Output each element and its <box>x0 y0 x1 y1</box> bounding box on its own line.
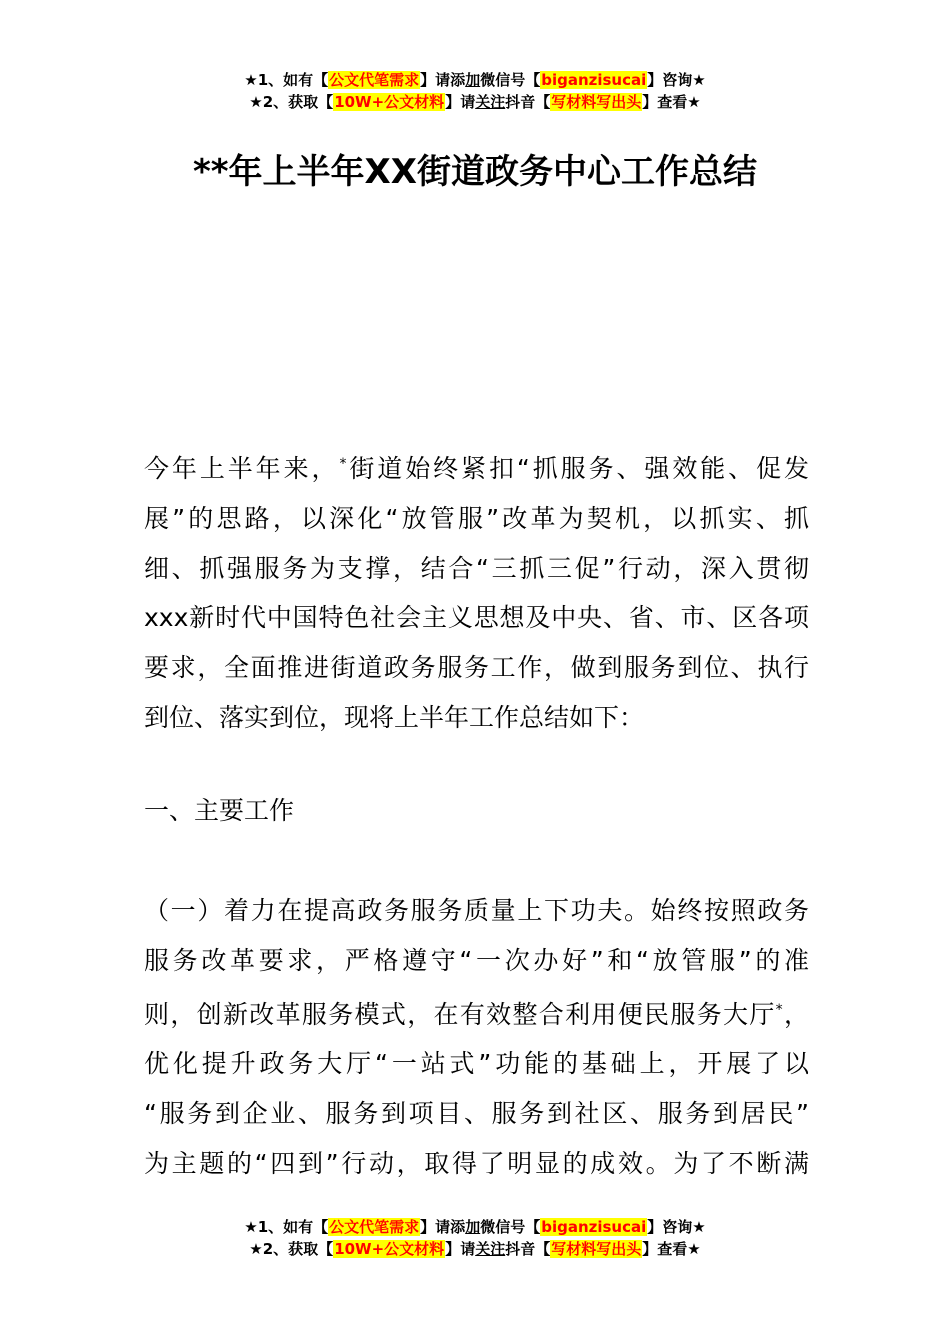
promo-text: 】请 <box>445 93 476 111</box>
promo-text: 微信号【 <box>480 71 541 89</box>
text-run: ， <box>782 999 809 1029</box>
promo-text: 】查看★ <box>642 93 701 111</box>
promo-text: 】咨询★ <box>647 71 706 89</box>
promo-text: 微信号【 <box>480 1218 541 1236</box>
text-line <box>144 986 809 1040</box>
promo-underlined: 关注 <box>475 93 506 111</box>
text-line: 到位、落实到位，现将上半年工作总结如下： <box>144 702 645 732</box>
promo-text: 】咨询★ <box>647 1218 706 1236</box>
promo-underlined: 加 <box>465 1218 481 1236</box>
section-heading-text: 一、主要工作 <box>144 796 295 825</box>
promo-line-2 <box>0 1238 950 1260</box>
promo-highlight: 公文代笔需求 <box>329 1218 420 1236</box>
text-run: 今年上半年来， <box>144 454 340 483</box>
text-line: 优化提升政务大厅“一站式”功能的基础上，开展了以 <box>144 1049 809 1079</box>
promo-text: 】请添 <box>420 71 466 89</box>
text-run: 街道始终紧扣“抓服务、强效能、促发 <box>346 454 809 483</box>
promo-highlight: 公文代笔需求 <box>329 71 420 89</box>
promo-highlight: 10W+公文材料 <box>334 93 445 111</box>
header-promo <box>0 69 950 113</box>
promo-underlined: 加 <box>465 71 481 89</box>
text-run: 则，创新改革服务模式，在有效整合利用便民服务大厅 <box>144 999 776 1029</box>
promo-text: 】请 <box>445 1240 476 1258</box>
promo-text: 抖音【 <box>505 93 551 111</box>
promo-text: 】请添 <box>420 1218 466 1236</box>
promo-line-2 <box>0 91 950 113</box>
promo-text: 抖音【 <box>505 1240 551 1258</box>
redacted-mark: * <box>775 1001 783 1018</box>
promo-text: ★1、如有【 <box>244 1218 329 1236</box>
promo-line-1 <box>0 1216 950 1238</box>
promo-wechat-id: biganzisucai <box>541 71 647 89</box>
text-line: （一）着力在提高政务服务质量上下功夫。始终按照政务 <box>144 896 809 925</box>
promo-text: ★1、如有【 <box>244 71 329 89</box>
promo-text: 】查看★ <box>642 1240 701 1258</box>
promo-underlined: 关注 <box>475 1240 506 1258</box>
text-line: 要求，全面推进街道政务服务工作，做到服务到位、执行 <box>144 653 809 683</box>
intro-paragraph <box>144 440 809 743</box>
text-line: 展”的思路，以深化“放管服”改革为契机，以抓实、抓 <box>144 503 809 533</box>
text-line <box>144 440 809 494</box>
text-line: 为主题的“四到”行动，取得了明显的成效。为了不断满 <box>144 1148 809 1178</box>
promo-wechat-id: biganzisucai <box>541 1218 647 1236</box>
footer-promo <box>0 1216 950 1260</box>
section-heading <box>144 786 809 836</box>
promo-highlight: 10W+公文材料 <box>334 1240 445 1258</box>
promo-text: ★2、获取【 <box>249 93 334 111</box>
text-line: “服务到企业、服务到项目、服务到社区、服务到居民” <box>144 1099 809 1129</box>
text-line: xxx新时代中国特色社会主义思想及中央、省、市、区各项 <box>144 603 809 633</box>
promo-line-1 <box>0 69 950 91</box>
section-paragraph <box>144 886 809 1189</box>
promo-text: ★2、获取【 <box>249 1240 334 1258</box>
text-line: 服务改革要求，严格遵守“一次办好”和“放管服”的准 <box>144 945 809 975</box>
promo-douyin-id: 写材料写出头 <box>551 1240 642 1258</box>
redacted-mark: * <box>339 456 347 472</box>
document-title: **年上半年XX街道政务中心工作总结 <box>193 152 757 192</box>
text-line: 细、抓强服务为支撑，结合“三抓三促”行动，深入贯彻 <box>144 553 809 583</box>
promo-douyin-id: 写材料写出头 <box>551 93 642 111</box>
